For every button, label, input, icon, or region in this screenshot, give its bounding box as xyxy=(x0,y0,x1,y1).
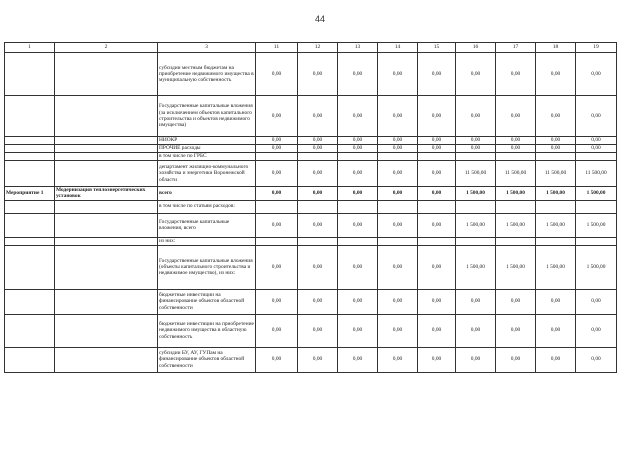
table-row xyxy=(5,237,617,245)
measure-name-cell xyxy=(55,289,158,314)
value-cell: 0,00 xyxy=(456,145,496,153)
row-label: ПРОЧИЕ расходы xyxy=(158,145,256,153)
value-cell xyxy=(256,237,298,245)
value-cell: 0,00 xyxy=(418,245,456,289)
value-cell: 0,00 xyxy=(338,314,378,347)
value-cell xyxy=(298,153,338,161)
value-cell xyxy=(536,237,576,245)
measure-name-cell xyxy=(55,161,158,187)
row-label: в том числе по статьям расходов: xyxy=(158,200,256,213)
value-cell: 0,00 xyxy=(378,96,418,137)
value-cell: 0,00 xyxy=(256,245,298,289)
value-cell: 0,00 xyxy=(496,145,536,153)
value-cell: 0,00 xyxy=(338,245,378,289)
value-cell: 0,00 xyxy=(338,347,378,372)
table-row xyxy=(5,314,617,347)
value-cell: 0,00 xyxy=(536,314,576,347)
column-header: 18 xyxy=(536,43,576,53)
row-label: в том числе по ГРБС xyxy=(158,153,256,161)
measure-cell xyxy=(5,161,55,187)
value-cell: 0,00 xyxy=(496,137,536,145)
value-cell xyxy=(456,237,496,245)
value-cell: 11 500,00 xyxy=(496,161,536,187)
value-cell: 0,00 xyxy=(298,245,338,289)
value-cell: 0,00 xyxy=(298,137,338,145)
value-cell: 0,00 xyxy=(536,347,576,372)
value-cell: 0,00 xyxy=(378,289,418,314)
value-cell: 0,00 xyxy=(298,53,338,96)
value-cell: 0,00 xyxy=(338,187,378,201)
measure-cell xyxy=(5,153,55,161)
value-cell: 1 500,00 xyxy=(456,187,496,201)
value-cell: 0,00 xyxy=(576,347,617,372)
measure-name-cell xyxy=(55,137,158,145)
value-cell: 0,00 xyxy=(536,289,576,314)
value-cell xyxy=(298,237,338,245)
value-cell: 0,00 xyxy=(338,289,378,314)
value-cell: 0,00 xyxy=(378,145,418,153)
column-header: 13 xyxy=(338,43,378,53)
value-cell: 0,00 xyxy=(418,187,456,201)
column-header: 19 xyxy=(576,43,617,53)
measure-name-cell xyxy=(55,145,158,153)
value-cell: 0,00 xyxy=(338,161,378,187)
value-cell: 1 500,00 xyxy=(576,187,617,201)
value-cell: 0,00 xyxy=(496,347,536,372)
column-header: 11 xyxy=(256,43,298,53)
value-cell xyxy=(418,200,456,213)
value-cell: 0,00 xyxy=(536,96,576,137)
value-cell: 0,00 xyxy=(378,161,418,187)
value-cell: 0,00 xyxy=(298,213,338,237)
measure-cell xyxy=(5,347,55,372)
value-cell: 0,00 xyxy=(418,314,456,347)
value-cell: 0,00 xyxy=(536,137,576,145)
value-cell: 1 500,00 xyxy=(456,213,496,237)
value-cell: 0,00 xyxy=(496,53,536,96)
measure-name-cell xyxy=(55,314,158,347)
value-cell: 0,00 xyxy=(256,53,298,96)
value-cell xyxy=(418,237,456,245)
value-cell: 1 500,00 xyxy=(576,213,617,237)
value-cell xyxy=(298,200,338,213)
value-cell: 0,00 xyxy=(496,96,536,137)
row-label: субсидии местным бюджетам на приобретение недвижимого имущества в муниципальную собственность xyxy=(158,53,256,96)
value-cell: 0,00 xyxy=(256,213,298,237)
budget-table xyxy=(4,42,617,373)
value-cell: 0,00 xyxy=(298,289,338,314)
value-cell xyxy=(576,237,617,245)
value-cell: 1 500,00 xyxy=(576,245,617,289)
table-row xyxy=(5,96,617,137)
row-label: департамент жилищно-коммунального хозяйства и энергетики Воронежской области xyxy=(158,161,256,187)
value-cell xyxy=(536,200,576,213)
value-cell: 11 500,00 xyxy=(536,161,576,187)
measure-cell xyxy=(5,245,55,289)
column-header: 14 xyxy=(378,43,418,53)
value-cell: 0,00 xyxy=(418,53,456,96)
value-cell: 0,00 xyxy=(418,213,456,237)
table-row xyxy=(5,187,617,201)
value-cell: 0,00 xyxy=(298,96,338,137)
table-row xyxy=(5,153,617,161)
value-cell xyxy=(256,200,298,213)
measure-cell xyxy=(5,53,55,96)
value-cell: 0,00 xyxy=(256,137,298,145)
row-label: субсидии БУ, АУ, ГУПам на финансирование объектов областной собственности xyxy=(158,347,256,372)
column-header: 12 xyxy=(298,43,338,53)
row-label: Государственные капитальные вложения (за исключением объектов капитального строительства и объектов недвижимого имущества) xyxy=(158,96,256,137)
value-cell: 0,00 xyxy=(378,213,418,237)
measure-cell xyxy=(5,314,55,347)
value-cell: 0,00 xyxy=(298,187,338,201)
measure-name-cell xyxy=(55,53,158,96)
row-label: НИОКР xyxy=(158,137,256,145)
value-cell xyxy=(496,237,536,245)
value-cell xyxy=(338,200,378,213)
measure-cell xyxy=(5,145,55,153)
value-cell: 0,00 xyxy=(338,96,378,137)
value-cell xyxy=(338,153,378,161)
value-cell: 0,00 xyxy=(576,289,617,314)
measure-cell xyxy=(5,213,55,237)
value-cell xyxy=(536,153,576,161)
value-cell: 0,00 xyxy=(298,314,338,347)
value-cell: 0,00 xyxy=(378,53,418,96)
table-row xyxy=(5,53,617,96)
measure-cell xyxy=(5,200,55,213)
value-cell: 0,00 xyxy=(456,314,496,347)
value-cell: 0,00 xyxy=(338,137,378,145)
value-cell: 1 500,00 xyxy=(496,245,536,289)
header-row xyxy=(5,43,617,53)
value-cell: 0,00 xyxy=(338,145,378,153)
value-cell: 0,00 xyxy=(338,53,378,96)
measure-name-cell xyxy=(55,245,158,289)
value-cell: 1 500,00 xyxy=(536,187,576,201)
measure-cell: Мероприятие 1 xyxy=(5,187,55,201)
column-header: 17 xyxy=(496,43,536,53)
measure-name-cell: Модернизация теплоэнергетических установок xyxy=(55,187,158,201)
value-cell: 0,00 xyxy=(378,137,418,145)
table-row xyxy=(5,347,617,372)
value-cell xyxy=(576,153,617,161)
value-cell xyxy=(378,200,418,213)
column-header: 15 xyxy=(418,43,456,53)
measure-name-cell xyxy=(55,237,158,245)
column-header: 1 xyxy=(5,43,55,53)
value-cell: 0,00 xyxy=(298,347,338,372)
value-cell: 0,00 xyxy=(256,161,298,187)
value-cell: 0,00 xyxy=(536,145,576,153)
column-header: 3 xyxy=(158,43,256,53)
value-cell xyxy=(338,237,378,245)
value-cell: 0,00 xyxy=(418,96,456,137)
value-cell: 0,00 xyxy=(576,137,617,145)
value-cell: 1 500,00 xyxy=(536,245,576,289)
value-cell: 0,00 xyxy=(496,289,536,314)
table-row xyxy=(5,289,617,314)
value-cell: 0,00 xyxy=(456,96,496,137)
value-cell xyxy=(496,200,536,213)
value-cell: 0,00 xyxy=(378,187,418,201)
value-cell: 1 500,00 xyxy=(496,213,536,237)
value-cell: 0,00 xyxy=(256,314,298,347)
measure-name-cell xyxy=(55,153,158,161)
value-cell: 0,00 xyxy=(298,161,338,187)
value-cell: 0,00 xyxy=(456,347,496,372)
table-row xyxy=(5,137,617,145)
value-cell: 0,00 xyxy=(536,53,576,96)
row-label: Государственные капитальные вложения (объекты капитального строительства и недвижимое имущество), из них: xyxy=(158,245,256,289)
value-cell: 0,00 xyxy=(418,137,456,145)
value-cell: 0,00 xyxy=(256,145,298,153)
value-cell xyxy=(496,153,536,161)
value-cell xyxy=(418,153,456,161)
value-cell xyxy=(456,200,496,213)
row-label: бюджетные инвестиции на приобретение недвижимого имущества в областную собственность xyxy=(158,314,256,347)
value-cell: 0,00 xyxy=(378,245,418,289)
value-cell: 0,00 xyxy=(256,289,298,314)
value-cell: 0,00 xyxy=(456,289,496,314)
row-label: бюджетные инвестиции на финансирование объектов областной собственности xyxy=(158,289,256,314)
value-cell: 0,00 xyxy=(576,53,617,96)
value-cell: 11 500,00 xyxy=(456,161,496,187)
value-cell: 0,00 xyxy=(496,314,536,347)
row-label: всего xyxy=(158,187,256,201)
column-header: 16 xyxy=(456,43,496,53)
value-cell: 0,00 xyxy=(576,314,617,347)
value-cell xyxy=(256,153,298,161)
value-cell xyxy=(378,153,418,161)
value-cell: 0,00 xyxy=(576,96,617,137)
value-cell xyxy=(456,153,496,161)
value-cell: 1 500,00 xyxy=(536,213,576,237)
table-row xyxy=(5,200,617,213)
value-cell: 1 500,00 xyxy=(496,187,536,201)
value-cell xyxy=(576,200,617,213)
row-label: из них: xyxy=(158,237,256,245)
table-row xyxy=(5,213,617,237)
value-cell: 0,00 xyxy=(456,53,496,96)
measure-name-cell xyxy=(55,96,158,137)
value-cell: 0,00 xyxy=(418,289,456,314)
value-cell: 0,00 xyxy=(418,161,456,187)
column-header: 2 xyxy=(55,43,158,53)
table-row xyxy=(5,145,617,153)
page-number: 44 xyxy=(314,14,325,24)
value-cell: 0,00 xyxy=(256,347,298,372)
row-label: Государственные капитальные вложения, всего xyxy=(158,213,256,237)
measure-cell xyxy=(5,237,55,245)
value-cell: 1 500,00 xyxy=(456,245,496,289)
measure-cell xyxy=(5,137,55,145)
measure-cell xyxy=(5,289,55,314)
value-cell: 0,00 xyxy=(256,187,298,201)
table-row xyxy=(5,161,617,187)
measure-name-cell xyxy=(55,213,158,237)
value-cell: 0,00 xyxy=(418,145,456,153)
table-row xyxy=(5,245,617,289)
value-cell: 0,00 xyxy=(338,213,378,237)
value-cell: 0,00 xyxy=(298,145,338,153)
value-cell: 0,00 xyxy=(256,96,298,137)
value-cell: 0,00 xyxy=(378,314,418,347)
value-cell: 0,00 xyxy=(378,347,418,372)
value-cell: 0,00 xyxy=(576,145,617,153)
value-cell: 11 500,00 xyxy=(576,161,617,187)
value-cell: 0,00 xyxy=(456,137,496,145)
measure-cell xyxy=(5,96,55,137)
value-cell: 0,00 xyxy=(418,347,456,372)
measure-name-cell xyxy=(55,200,158,213)
value-cell xyxy=(378,237,418,245)
measure-name-cell xyxy=(55,347,158,372)
